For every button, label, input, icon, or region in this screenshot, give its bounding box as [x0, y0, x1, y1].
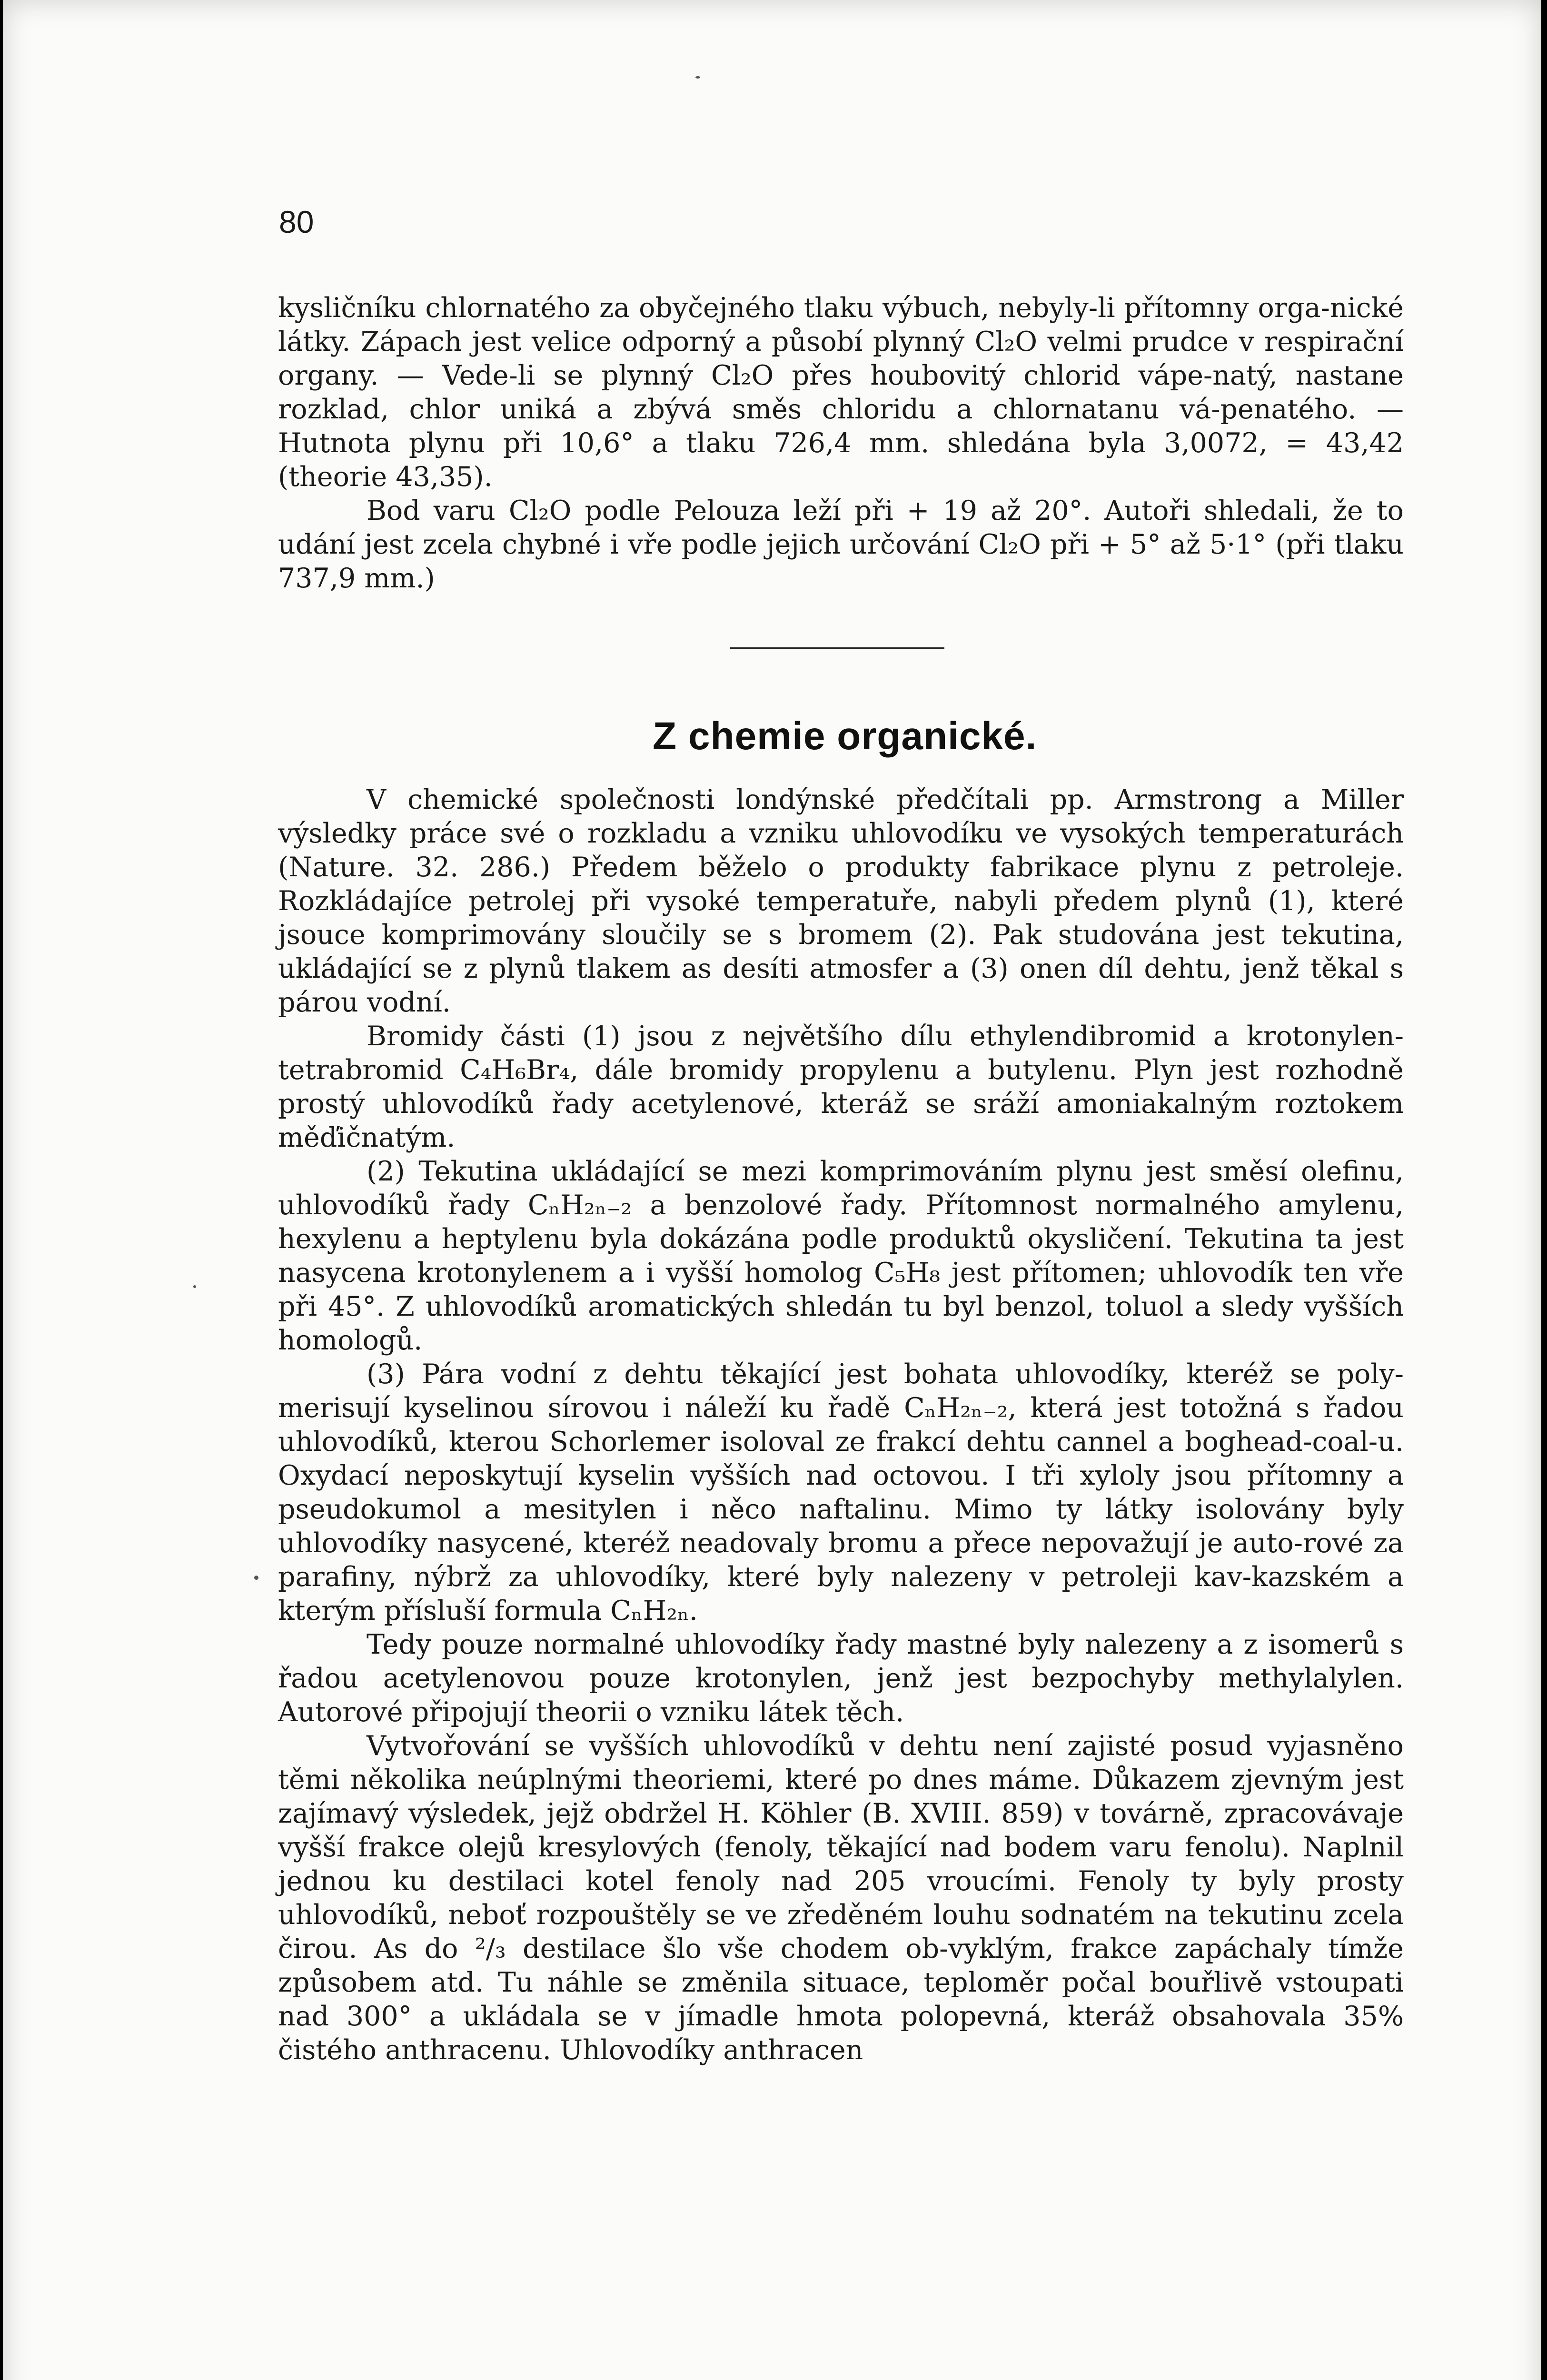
body-paragraph-2: Bromidy části (1) jsou z největšího dílu ethylendibromid a krotonylen-tetrabromid C₄H₆Br₄, dále bromidy propylenu a butylenu. Plyn jest rozhodně prostý uhlovodíků řady acetylenové, kteráž se sráží amoniakalným roztokem měďičnatým. [278, 1021, 1404, 1153]
section-divider [730, 647, 944, 649]
article-body [278, 783, 1404, 2067]
scan-speck [254, 1576, 258, 1580]
top-text-block [278, 291, 1404, 595]
boiling-point-paragraph: Bod varu Cl₂O podle Pelouza leží při + 19 až 20°. Autoři shledali, že to udání jest zcela chybné i vře podle jejich určování Cl₂O při + 5° až 5·1° (při tlaku 737,9 mm.) [278, 495, 1404, 594]
section-heading: Z chemie organické. [653, 714, 1037, 758]
body-paragraph-1: V chemické společnosti londýnské předčítali pp. Armstrong a Miller výsledky práce své o rozkladu a vzniku uhlovodíku ve vysokých temperaturách (Nature. 32. 286.) Předem běželo o produkty fabrikace plynu z petroleje. Rozkládajíce petrolej při vysoké temperatuře, nabyli předem plynů (1), které jsouce komprimovány sloučily se s bromem (2). Pak studována jest tekutina, ukládající se z plynů tlakem as desíti atmosfer a (3) onen díl dehtu, jenž těkal s párou vodní. [278, 784, 1404, 1018]
scanned-page [3, 0, 1541, 2380]
scan-speck [193, 1285, 196, 1288]
body-paragraph-5: Tedy pouze normalné uhlovodíky řady mastné byly nalezeny a z isomerů s řadou acetylenovou pouze krotonylen, jenž jest bezpochyby methylalylen. Autorové připojují theorii o vzniku látek těch. [278, 1629, 1404, 1728]
body-paragraph-4: (3) Pára vodní z dehtu těkající jest bohata uhlovodíky, kteréž se poly-merisují kyselinou sírovou i náleží ku řadě CₙH₂ₙ₋₂, která jest totožná s řadou uhlovodíků, kterou Schorlemer isoloval ze frakcí dehtu cannel a boghead-coal-u. Oxydací neposkytují kyselin vyšších nad octovou. I tři xyloly jsou přítomny a pseudokumol a mesitylen i něco naftalinu. Mimo ty látky isolovány byly uhlovodíky nasycené, kteréž neadovaly bromu a přece nepovažují je auto-rové za parafiny, nýbrž za uhlovodíky, které byly nalezeny v petroleji kav-kazském a kterým přísluší formula CₙH₂ₙ. [278, 1359, 1404, 1626]
page-number: 80 [279, 204, 314, 239]
body-paragraph-6: Vytvořování se vyšších uhlovodíků v dehtu není zajisté posud vyjasněno těmi několika neúplnými theoriemi, které po dnes máme. Důkazem zjevným jest zajímavý výsledek, jejž obdržel H. Köhler (B. XVIII. 859) v továrně, zpracovávaje vyšší frakce olejů kresylových (fenoly, těkající nad bodem varu fenolu). Naplnil jednou ku destilaci kotel fenoly nad 205 vroucími. Fenoly ty byly prosty uhlovodíků, neboť rozpouštěly se ve zředěném louhu sodnatém na tekutinu zcela čirou. As do ²/₃ destilace šlo vše chodem ob-vyklým, frakce zapáchaly tímže způsobem atd. Tu náhle se změnila situace, teploměr počal bouřlivě vstoupati nad 300° a ukládala se v jímadle hmota polopevná, kteráž obsahovala 35% čistého anthracenu. Uhlovodíky anthracen [278, 1730, 1404, 2066]
intro-paragraph: kysličníku chlornatého za obyčejného tlaku výbuch, nebyly-li přítomny orga-nické látky. Zápach jest velice odporný a působí plynný Cl₂O velmi prudce v respirační organy. — Vede-li se plynný Cl₂O přes houbovitý chlorid vápe-natý, nastane rozklad, chlor uniká a zbývá směs chloridu a chlornatanu vá-penatého. — Hutnota plynu při 10,6° a tlaku 726,4 mm. shledána byla 3,0072, = 43,42 (theorie 43,35). [278, 292, 1404, 493]
scan-speck [695, 76, 700, 79]
body-paragraph-3: (2) Tekutina ukládající se mezi komprimováním plynu jest směsí olefinu, uhlovodíků řady CₙH₂ₙ₋₂ a benzolové řady. Přítomnost normalného amylenu, hexylenu a heptylenu byla dokázána podle produktů okysličení. Tekutina ta jest nasycena krotonylenem a i vyšší homolog C₅H₈ jest přítomen; uhlovodík ten vře při 45°. Z uhlovodíků aromatických shledán tu byl benzol, toluol a sledy vyšších homologů. [278, 1156, 1404, 1356]
